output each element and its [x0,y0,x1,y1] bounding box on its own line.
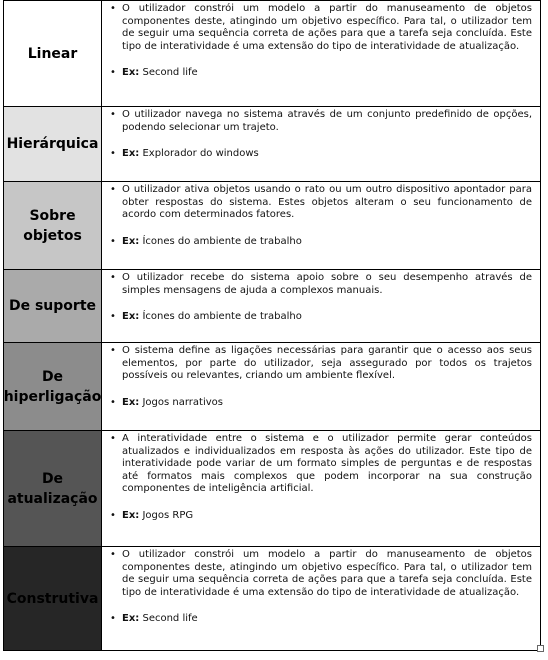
description-text: O utilizador recebe do sistema apoio sobre o seu desempenho através de simples mensagens de ajuda a complexos manuais. [122,272,532,296]
example-item [110,236,532,249]
example-label: Ex: [122,311,140,322]
bullet-icon: • [110,148,116,159]
example-item [110,510,532,523]
example-value: Jogos RPG [142,509,194,521]
bullet-icon: • [110,184,116,195]
example-label: Ex: [122,509,140,521]
row-label: De atualização [4,431,102,546]
description-item [110,3,532,53]
description-text: O utilizador navega no sistema através de um conjunto predefinido de opções, podendo selecionar um trajeto. [122,109,532,133]
example-label: Ex: [122,396,140,408]
description-text: O sistema define as ligações necessárias para garantir que o acesso aos seus elementos, por parte do utilizador, seja assegurado por todos os trajetos possíveis ou relevantes, criando um ambiente flexível. [122,345,532,381]
bullet-icon: • [110,345,116,356]
row-content [102,547,540,650]
row-content [102,182,540,269]
row-content [102,431,540,546]
row-content [102,270,540,342]
example-value: Second life [142,613,198,624]
bullet-icon: • [110,613,116,624]
example-value: Jogos narrativos [142,396,223,408]
description-text: O utilizador ativa objetos usando o rato ou um outro dispositivo apontador para obter respostas do sistema. Estes objetos alteram o seu funcionamento de acordo com determinados fatores. [122,184,532,220]
row-label: Hierárquica [4,107,102,181]
row-label: Construtiva [4,547,102,650]
example-item [110,613,532,626]
table-row-de-hiperligacao [4,342,540,430]
example-item [110,397,532,410]
example-label: Ex: [122,67,140,78]
example-label: Ex: [122,235,140,247]
description-item [110,345,532,383]
bullet-icon: • [110,272,116,283]
example-value: Second life [142,67,198,78]
description-item [110,109,532,134]
example-value: Ícones do ambiente de trabalho [142,235,302,247]
resize-handle-icon[interactable] [537,645,544,652]
bullet-icon: • [110,509,116,521]
description-text: O utilizador constrói um modelo a partir do manuseamento de objetos componentes deste, atingindo um objetivo específico. Para tal, o utilizador tem de seguir uma sequência correta de ações para que a tarefa seja concluída. Este tipo de interatividade é uma extensão do tipo de interatividade de atualização. [122,3,532,52]
example-value: Ícones do ambiente de trabalho [142,311,302,322]
example-label: Ex: [122,148,140,159]
row-content [102,343,540,430]
bullet-icon: • [110,311,116,322]
description-item [110,184,532,222]
row-label: Linear [4,1,102,106]
bullet-icon: • [110,396,116,408]
row-label: De hiperligação [4,343,102,430]
description-item [110,272,532,297]
bullet-icon: • [110,3,116,14]
interactivity-types-table [3,0,541,651]
row-content [102,1,540,106]
bullet-icon: • [110,433,116,444]
example-item [110,311,532,324]
table-row-construtiva [4,546,540,650]
row-label: De suporte [4,270,102,342]
bullet-icon: • [110,235,116,247]
description-text: A interatividade entre o sistema e o utilizador permite gerar conteúdos atualizados e individualizados em resposta às ações do utilizador. Este tipo de interatividade pode variar de um formato simples de perguntas e de respostas até formatos mais complexos que podem incorporar na sua construção componentes de inteligência artificial. [122,433,532,494]
example-item [110,67,532,80]
description-item [110,433,532,496]
example-value: Explorador do windows [142,148,259,159]
table-row-linear [4,1,540,106]
example-label: Ex: [122,613,140,624]
bullet-icon: • [110,549,116,560]
table-row-de-suporte [4,269,540,342]
table-row-de-atualizacao [4,430,540,546]
description-text: O utilizador constrói um modelo a partir do manuseamento de objetos componentes deste, atingindo um objetivo específico. Para tal, o utilizador tem de seguir uma sequência correta de ações para que a tarefa seja concluída. Este tipo de interatividade é uma extensão do tipo de interatividade de atualização. [122,549,532,598]
table-row-sobre-objetos [4,181,540,269]
row-label: Sobre objetos [4,182,102,269]
description-item [110,549,532,599]
row-content [102,107,540,181]
example-item [110,148,532,161]
bullet-icon: • [110,67,116,78]
bullet-icon: • [110,109,116,120]
table-row-hierarquica [4,106,540,181]
